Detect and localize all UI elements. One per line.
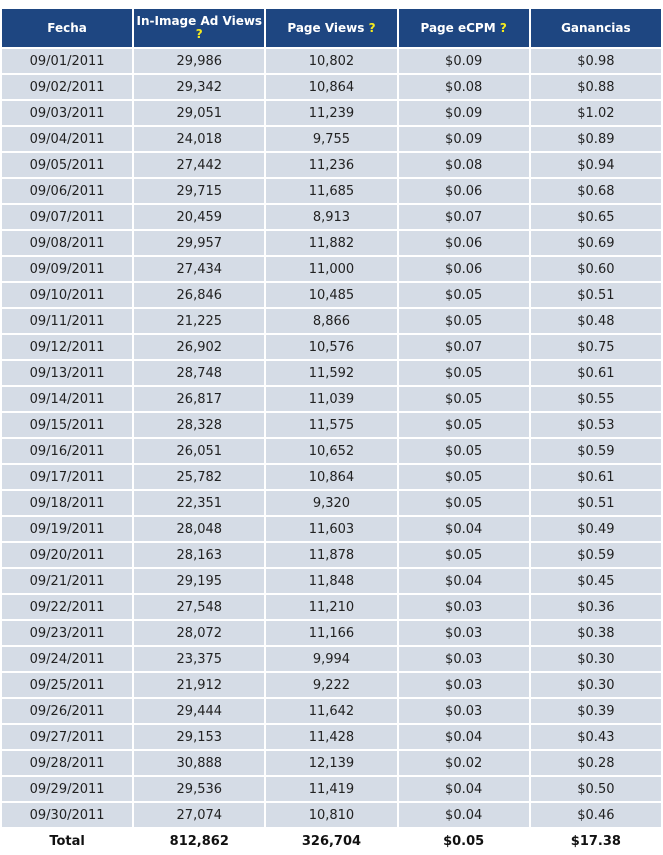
cell-earnings: $0.39 xyxy=(531,699,661,723)
cell-date: 09/30/2011 xyxy=(2,803,132,827)
cell-earnings: $0.98 xyxy=(531,49,661,73)
cell-inimage-views: 28,748 xyxy=(134,361,264,385)
table-row xyxy=(2,413,661,437)
cell-page-views: 9,994 xyxy=(266,647,396,671)
cell-page-ecpm: $0.07 xyxy=(399,205,529,229)
help-icon[interactable]: ? xyxy=(368,20,376,35)
cell-earnings: $0.46 xyxy=(531,803,661,827)
cell-page-ecpm: $0.05 xyxy=(399,387,529,411)
cell-earnings: $0.59 xyxy=(531,439,661,463)
cell-date: 09/03/2011 xyxy=(2,101,132,125)
cell-page-views: 10,576 xyxy=(266,335,396,359)
total-row xyxy=(2,829,661,853)
cell-inimage-views: 29,536 xyxy=(134,777,264,801)
cell-inimage-views: 29,715 xyxy=(134,179,264,203)
cell-date: 09/10/2011 xyxy=(2,283,132,307)
cell-page-views: 11,239 xyxy=(266,101,396,125)
cell-date: 09/06/2011 xyxy=(2,179,132,203)
table-row xyxy=(2,283,661,307)
cell-page-ecpm: $0.04 xyxy=(399,777,529,801)
cell-date: 09/05/2011 xyxy=(2,153,132,177)
column-header-earnings xyxy=(531,9,661,47)
cell-page-ecpm: $0.05 xyxy=(399,543,529,567)
table-body xyxy=(2,49,661,853)
table-row xyxy=(2,127,661,151)
table-row xyxy=(2,179,661,203)
table-row xyxy=(2,49,661,73)
header-label: In-Image Ad Views xyxy=(136,14,263,28)
cell-inimage-views: 27,442 xyxy=(134,153,264,177)
cell-page-ecpm: $0.09 xyxy=(399,127,529,151)
cell-inimage-views: 24,018 xyxy=(134,127,264,151)
cell-page-views: 11,000 xyxy=(266,257,396,281)
cell-page-ecpm: $0.06 xyxy=(399,257,529,281)
cell-inimage-views: 27,074 xyxy=(134,803,264,827)
table-row xyxy=(2,751,661,775)
cell-page-ecpm: $0.05 xyxy=(399,413,529,437)
cell-page-views: 11,039 xyxy=(266,387,396,411)
cell-inimage-views: 22,351 xyxy=(134,491,264,515)
table-row xyxy=(2,387,661,411)
table-row xyxy=(2,205,661,229)
table-row xyxy=(2,647,661,671)
total-inimage-views: 812,862 xyxy=(134,829,264,853)
cell-page-views: 9,320 xyxy=(266,491,396,515)
cell-date: 09/17/2011 xyxy=(2,465,132,489)
cell-earnings: $0.61 xyxy=(531,361,661,385)
cell-page-views: 8,866 xyxy=(266,309,396,333)
cell-page-views: 11,848 xyxy=(266,569,396,593)
cell-inimage-views: 26,846 xyxy=(134,283,264,307)
table-row xyxy=(2,699,661,723)
table-row xyxy=(2,75,661,99)
cell-inimage-views: 27,548 xyxy=(134,595,264,619)
cell-date: 09/19/2011 xyxy=(2,517,132,541)
table-row xyxy=(2,491,661,515)
cell-earnings: $0.53 xyxy=(531,413,661,437)
cell-earnings: $0.51 xyxy=(531,283,661,307)
cell-date: 09/20/2011 xyxy=(2,543,132,567)
cell-earnings: $0.94 xyxy=(531,153,661,177)
cell-earnings: $0.61 xyxy=(531,465,661,489)
cell-inimage-views: 29,342 xyxy=(134,75,264,99)
cell-inimage-views: 29,195 xyxy=(134,569,264,593)
column-header-page-ecpm xyxy=(399,9,529,47)
cell-page-ecpm: $0.05 xyxy=(399,361,529,385)
cell-page-views: 10,802 xyxy=(266,49,396,73)
cell-inimage-views: 29,051 xyxy=(134,101,264,125)
cell-inimage-views: 28,048 xyxy=(134,517,264,541)
table-row xyxy=(2,725,661,749)
cell-date: 09/23/2011 xyxy=(2,621,132,645)
cell-earnings: $0.75 xyxy=(531,335,661,359)
cell-earnings: $0.65 xyxy=(531,205,661,229)
header-label: Page eCPM xyxy=(420,20,496,35)
cell-inimage-views: 29,153 xyxy=(134,725,264,749)
table-row xyxy=(2,777,661,801)
cell-inimage-views: 21,225 xyxy=(134,309,264,333)
cell-date: 09/29/2011 xyxy=(2,777,132,801)
help-icon[interactable]: ? xyxy=(195,27,203,41)
cell-page-ecpm: $0.09 xyxy=(399,49,529,73)
cell-page-views: 11,210 xyxy=(266,595,396,619)
cell-earnings: $0.51 xyxy=(531,491,661,515)
cell-inimage-views: 27,434 xyxy=(134,257,264,281)
cell-earnings: $0.60 xyxy=(531,257,661,281)
cell-inimage-views: 23,375 xyxy=(134,647,264,671)
cell-earnings: $0.45 xyxy=(531,569,661,593)
cell-inimage-views: 29,444 xyxy=(134,699,264,723)
table-row xyxy=(2,465,661,489)
cell-page-views: 10,810 xyxy=(266,803,396,827)
cell-page-views: 10,864 xyxy=(266,465,396,489)
cell-date: 09/28/2011 xyxy=(2,751,132,775)
column-header-date xyxy=(2,9,132,47)
cell-page-ecpm: $0.08 xyxy=(399,153,529,177)
cell-date: 09/12/2011 xyxy=(2,335,132,359)
total-earnings: $17.38 xyxy=(531,829,661,853)
table-row xyxy=(2,803,661,827)
total-page-views: 326,704 xyxy=(266,829,396,853)
cell-page-ecpm: $0.03 xyxy=(399,673,529,697)
cell-inimage-views: 26,902 xyxy=(134,335,264,359)
cell-page-views: 11,236 xyxy=(266,153,396,177)
table-row xyxy=(2,361,661,385)
column-header-page-views xyxy=(266,9,396,47)
cell-page-ecpm: $0.06 xyxy=(399,231,529,255)
table-row xyxy=(2,543,661,567)
table-row xyxy=(2,621,661,645)
cell-date: 09/11/2011 xyxy=(2,309,132,333)
cell-page-views: 11,882 xyxy=(266,231,396,255)
cell-page-views: 11,642 xyxy=(266,699,396,723)
cell-date: 09/22/2011 xyxy=(2,595,132,619)
table-row xyxy=(2,231,661,255)
cell-page-views: 11,685 xyxy=(266,179,396,203)
cell-inimage-views: 26,051 xyxy=(134,439,264,463)
cell-page-views: 8,913 xyxy=(266,205,396,229)
cell-page-views: 12,139 xyxy=(266,751,396,775)
cell-earnings: $0.43 xyxy=(531,725,661,749)
cell-date: 09/26/2011 xyxy=(2,699,132,723)
table-row xyxy=(2,673,661,697)
cell-date: 09/09/2011 xyxy=(2,257,132,281)
table-row xyxy=(2,439,661,463)
total-label: Total xyxy=(2,829,132,853)
cell-page-ecpm: $0.03 xyxy=(399,621,529,645)
cell-page-views: 10,485 xyxy=(266,283,396,307)
cell-page-ecpm: $0.05 xyxy=(399,491,529,515)
table-row xyxy=(2,517,661,541)
cell-inimage-views: 28,163 xyxy=(134,543,264,567)
cell-earnings: $0.36 xyxy=(531,595,661,619)
table-row xyxy=(2,153,661,177)
cell-page-ecpm: $0.03 xyxy=(399,595,529,619)
cell-page-views: 11,166 xyxy=(266,621,396,645)
cell-date: 09/07/2011 xyxy=(2,205,132,229)
table-row xyxy=(2,309,661,333)
cell-page-ecpm: $0.04 xyxy=(399,803,529,827)
stats-table-container xyxy=(0,7,663,855)
cell-page-ecpm: $0.09 xyxy=(399,101,529,125)
cell-earnings: $0.59 xyxy=(531,543,661,567)
cell-page-views: 10,652 xyxy=(266,439,396,463)
cell-page-ecpm: $0.05 xyxy=(399,439,529,463)
cell-page-views: 11,603 xyxy=(266,517,396,541)
cell-earnings: $0.30 xyxy=(531,647,661,671)
cell-page-ecpm: $0.05 xyxy=(399,309,529,333)
cell-inimage-views: 30,888 xyxy=(134,751,264,775)
table-header-row xyxy=(2,9,661,47)
header-label: Fecha xyxy=(47,20,87,35)
header-label: Page Views xyxy=(287,20,365,35)
header-label: Ganancias xyxy=(561,20,631,35)
cell-page-ecpm: $0.05 xyxy=(399,283,529,307)
cell-date: 09/16/2011 xyxy=(2,439,132,463)
cell-page-ecpm: $0.04 xyxy=(399,725,529,749)
help-icon[interactable]: ? xyxy=(499,20,507,35)
table-row xyxy=(2,595,661,619)
column-header-inimage-views xyxy=(134,9,264,47)
cell-earnings: $1.02 xyxy=(531,101,661,125)
cell-page-ecpm: $0.04 xyxy=(399,517,529,541)
cell-inimage-views: 29,986 xyxy=(134,49,264,73)
cell-earnings: $0.28 xyxy=(531,751,661,775)
cell-date: 09/04/2011 xyxy=(2,127,132,151)
cell-inimage-views: 28,328 xyxy=(134,413,264,437)
cell-date: 09/15/2011 xyxy=(2,413,132,437)
cell-page-views: 9,222 xyxy=(266,673,396,697)
table-row xyxy=(2,335,661,359)
cell-earnings: $0.88 xyxy=(531,75,661,99)
cell-date: 09/18/2011 xyxy=(2,491,132,515)
cell-earnings: $0.89 xyxy=(531,127,661,151)
cell-inimage-views: 28,072 xyxy=(134,621,264,645)
cell-page-views: 10,864 xyxy=(266,75,396,99)
cell-date: 09/25/2011 xyxy=(2,673,132,697)
cell-page-ecpm: $0.07 xyxy=(399,335,529,359)
cell-page-ecpm: $0.03 xyxy=(399,699,529,723)
cell-date: 09/14/2011 xyxy=(2,387,132,411)
cell-earnings: $0.50 xyxy=(531,777,661,801)
cell-earnings: $0.49 xyxy=(531,517,661,541)
cell-date: 09/21/2011 xyxy=(2,569,132,593)
table-row xyxy=(2,569,661,593)
cell-page-views: 11,419 xyxy=(266,777,396,801)
cell-inimage-views: 29,957 xyxy=(134,231,264,255)
cell-date: 09/13/2011 xyxy=(2,361,132,385)
cell-date: 09/02/2011 xyxy=(2,75,132,99)
cell-page-ecpm: $0.04 xyxy=(399,569,529,593)
cell-earnings: $0.48 xyxy=(531,309,661,333)
cell-page-ecpm: $0.02 xyxy=(399,751,529,775)
cell-earnings: $0.69 xyxy=(531,231,661,255)
cell-date: 09/24/2011 xyxy=(2,647,132,671)
table-row xyxy=(2,257,661,281)
cell-inimage-views: 25,782 xyxy=(134,465,264,489)
cell-inimage-views: 26,817 xyxy=(134,387,264,411)
cell-page-ecpm: $0.05 xyxy=(399,465,529,489)
cell-inimage-views: 20,459 xyxy=(134,205,264,229)
cell-page-ecpm: $0.03 xyxy=(399,647,529,671)
cell-page-ecpm: $0.06 xyxy=(399,179,529,203)
cell-page-views: 11,592 xyxy=(266,361,396,385)
table-row xyxy=(2,101,661,125)
earnings-stats-table xyxy=(0,7,663,855)
cell-page-ecpm: $0.08 xyxy=(399,75,529,99)
cell-date: 09/08/2011 xyxy=(2,231,132,255)
cell-date: 09/01/2011 xyxy=(2,49,132,73)
cell-inimage-views: 21,912 xyxy=(134,673,264,697)
cell-earnings: $0.68 xyxy=(531,179,661,203)
cell-earnings: $0.55 xyxy=(531,387,661,411)
total-page-ecpm: $0.05 xyxy=(399,829,529,853)
cell-earnings: $0.38 xyxy=(531,621,661,645)
cell-date: 09/27/2011 xyxy=(2,725,132,749)
cell-page-views: 9,755 xyxy=(266,127,396,151)
cell-page-views: 11,878 xyxy=(266,543,396,567)
cell-earnings: $0.30 xyxy=(531,673,661,697)
cell-page-views: 11,428 xyxy=(266,725,396,749)
cell-page-views: 11,575 xyxy=(266,413,396,437)
